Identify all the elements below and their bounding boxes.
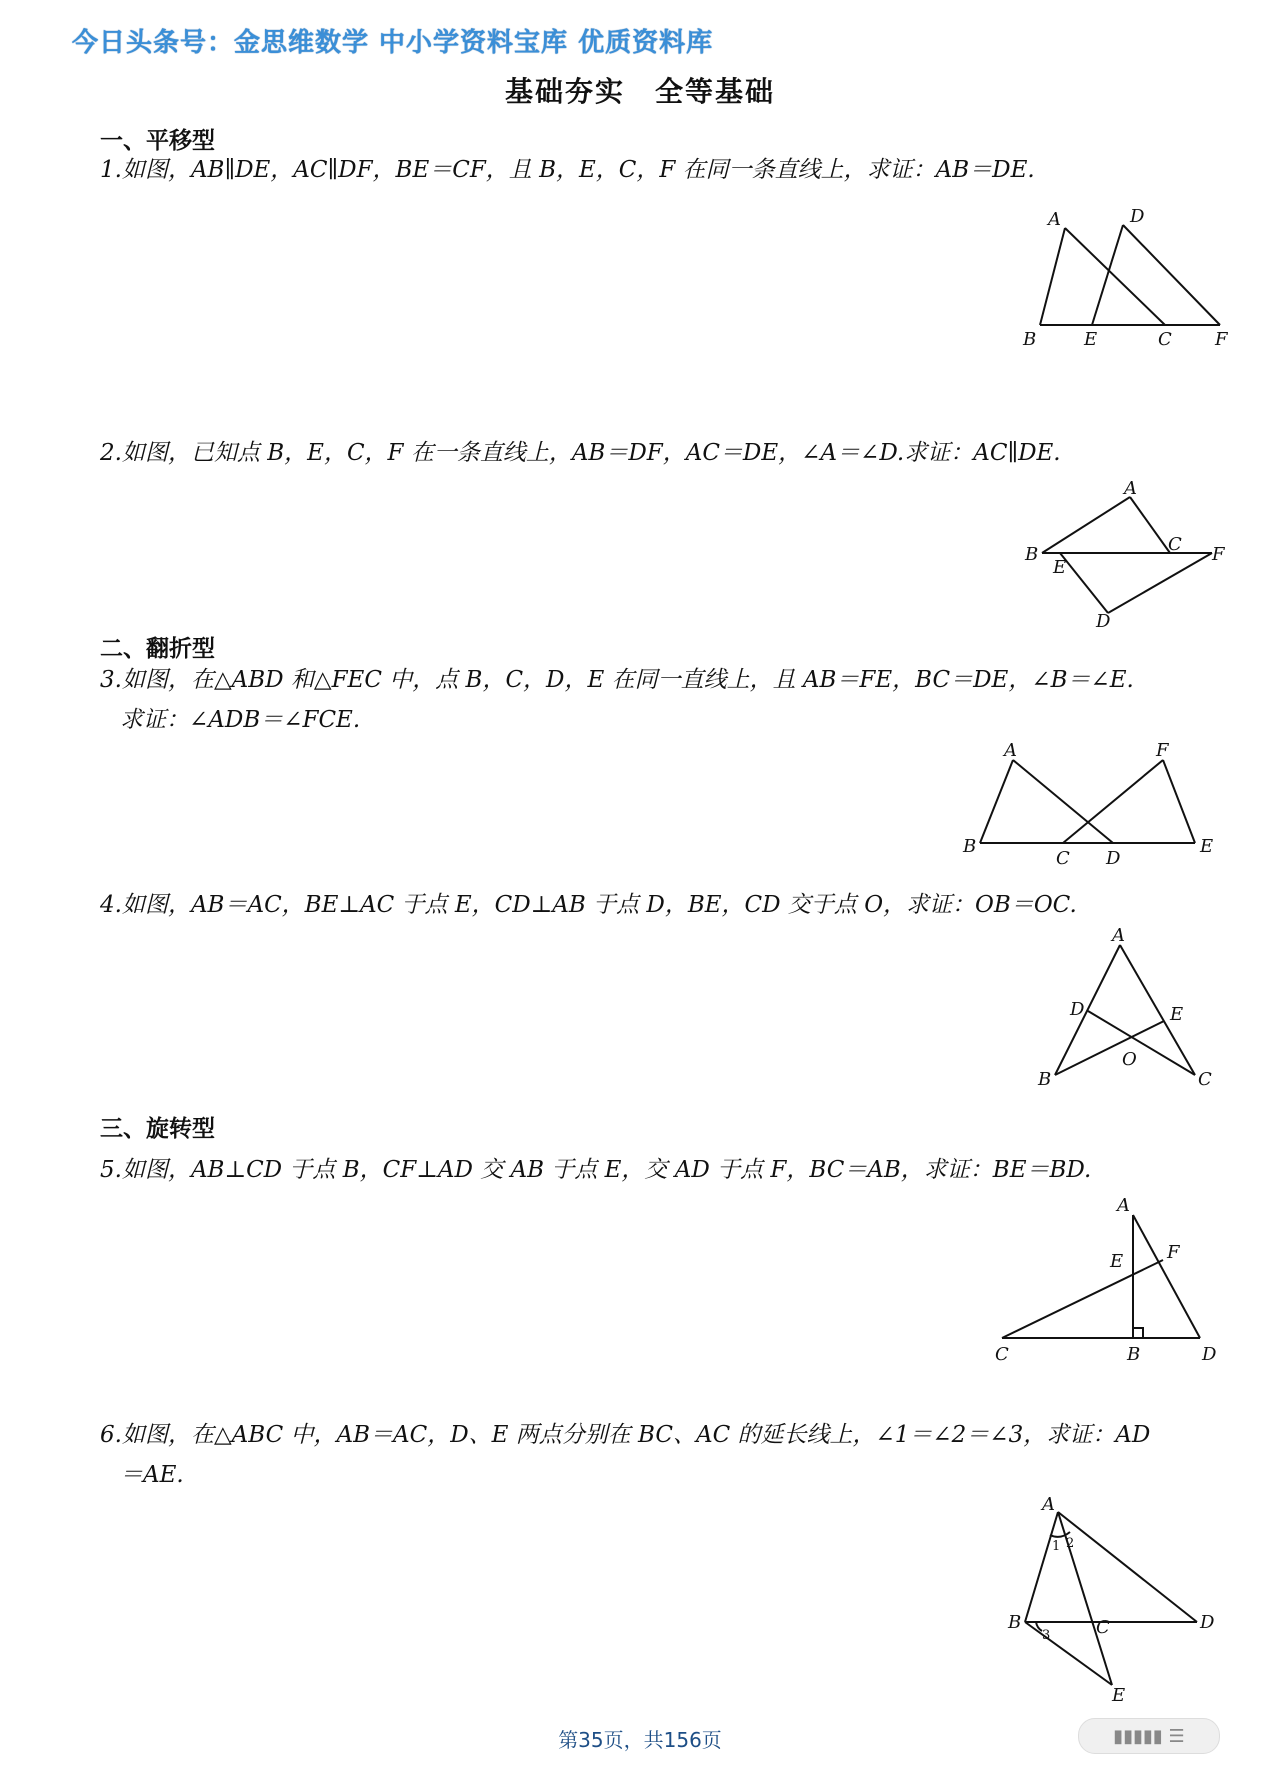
label-A: A [1048, 209, 1061, 230]
label-F: F [1215, 329, 1228, 350]
label-D: D [1106, 848, 1121, 869]
problem-1: 1.如图，AB∥DE，AC∥DF，BE＝CF，且 B，E，C，F 在同一条直线上，求证：AB＝DE. [100, 157, 1035, 183]
angle-1-label: 1 [1052, 1539, 1061, 1554]
problem-5: 5.如图，AB⊥CD 于点 B，CF⊥AD 交 AB 于点 E，交 AD 于点 F，BC＝AB，求证：BE＝BD. [100, 1157, 1092, 1183]
figure-2 [1020, 480, 1240, 630]
problem-6-line-2: ＝AE. [120, 1462, 184, 1488]
label-B: B [1127, 1344, 1141, 1365]
label-C: C [1096, 1617, 1110, 1638]
label-B: B [1023, 329, 1037, 350]
label-D: D [1096, 611, 1111, 632]
menu-icon: ▮▮▮▮▮ ☰ [1113, 1725, 1185, 1747]
label-B: B [1008, 1612, 1022, 1633]
label-A: A [1117, 1195, 1130, 1216]
label-E: E [1112, 1685, 1126, 1706]
label-O: O [1122, 1049, 1137, 1070]
watermark: 今日头条号：金思维数学 中小学资料宝库 优质资料库 [72, 28, 714, 58]
label-C: C [1056, 848, 1070, 869]
page-title: 基础夯实 全等基础 [504, 75, 775, 108]
figure-4 [1030, 925, 1230, 1095]
label-A: A [1124, 478, 1137, 499]
label-D: D [1200, 1612, 1215, 1633]
figure-6 [1000, 1495, 1230, 1705]
label-C: C [1158, 329, 1172, 350]
label-E: E [1170, 1004, 1184, 1025]
problem-2: 2.如图，已知点 B，E，C，F 在一条直线上，AB＝DF，AC＝DE，∠A＝∠D.求证：AC∥DE. [100, 440, 1061, 466]
label-A: A [1112, 925, 1125, 946]
label-B: B [1038, 1069, 1052, 1090]
section-heading-folding: 二、翻折型 [100, 635, 215, 662]
label-F: F [1212, 544, 1225, 565]
label-E: E [1110, 1251, 1124, 1272]
problem-4: 4.如图，AB＝AC，BE⊥AC 于点 E，CD⊥AB 于点 D，BE，CD 交于点 O，求证：OB＝OC. [100, 892, 1077, 918]
label-F: F [1156, 740, 1169, 761]
label-C: C [1198, 1069, 1212, 1090]
section-heading-rotation: 三、旋转型 [100, 1115, 215, 1142]
page-menu-button[interactable] [1078, 1718, 1220, 1754]
figure-5 [990, 1195, 1230, 1370]
problem-3-line-2: 求证：∠ADB＝∠FCE. [120, 707, 361, 733]
label-E: E [1200, 836, 1214, 857]
figure-1 [1020, 205, 1240, 355]
section-heading-translation: 一、平移型 [100, 127, 215, 154]
label-D: D [1130, 206, 1145, 227]
page-indicator: 第35页，共156页 [558, 1728, 722, 1752]
label-B: B [963, 836, 977, 857]
label-B: B [1025, 544, 1039, 565]
label-A: A [1004, 740, 1017, 761]
label-F: F [1167, 1242, 1180, 1263]
label-E: E [1053, 557, 1067, 578]
figure-3 [960, 740, 1220, 870]
label-E: E [1084, 329, 1098, 350]
label-D: D [1202, 1344, 1217, 1365]
problem-6-line-1: 6.如图，在△ABC 中，AB＝AC，D、E 两点分别在 BC、AC 的延长线上，∠1＝∠2＝∠3，求证：AD [100, 1422, 1151, 1448]
problem-3-line-1: 3.如图，在△ABD 和△FEC 中，点 B，C，D，E 在同一直线上，且 AB＝FE，BC＝DE，∠B＝∠E. [100, 667, 1134, 693]
angle-2-label: 2 [1066, 1536, 1075, 1551]
label-D: D [1070, 999, 1085, 1020]
label-C: C [995, 1344, 1009, 1365]
label-C: C [1168, 534, 1182, 555]
angle-3-label: 3 [1042, 1628, 1051, 1643]
label-A: A [1042, 1494, 1055, 1515]
